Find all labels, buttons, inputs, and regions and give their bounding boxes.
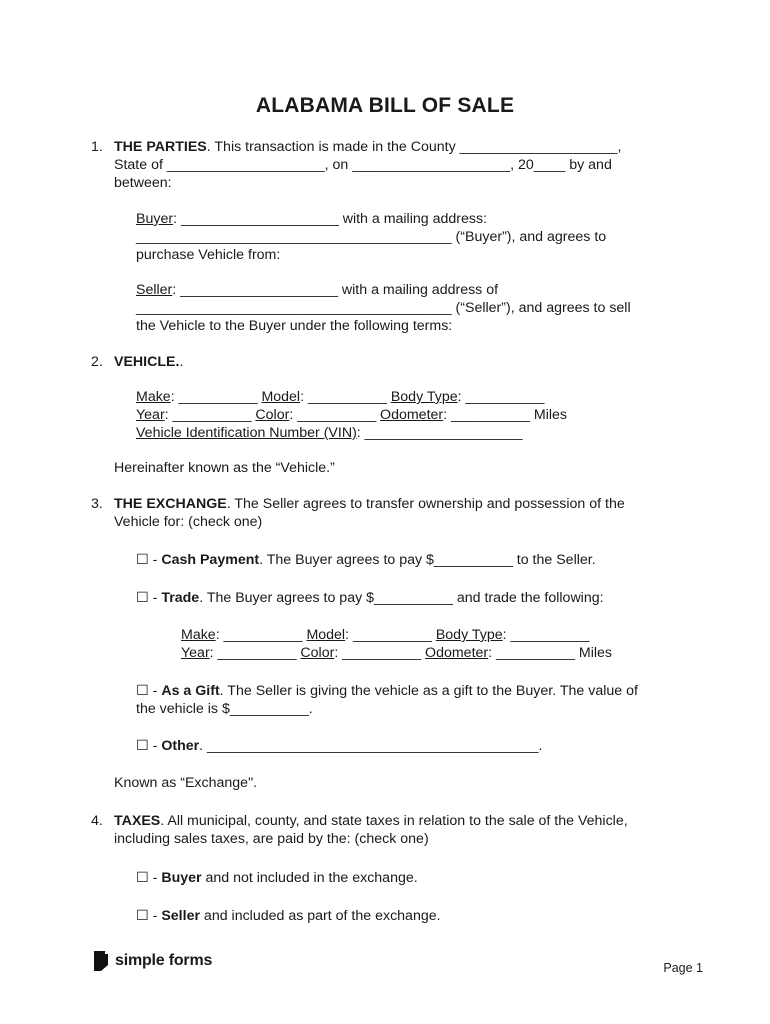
- section-3-line-2: Vehicle for: (check one): [114, 514, 263, 530]
- trade-make-blank: : __________: [215, 627, 307, 643]
- page-number: Page 1: [663, 961, 703, 975]
- seller-line-1: [136, 281, 498, 299]
- tax-buyer-text: and not included in the exchange.: [201, 870, 418, 886]
- vehicle-hereinafter: Hereinafter known as the “Vehicle.”: [114, 460, 335, 476]
- trade-color-blank: : __________: [334, 645, 426, 661]
- section-1-number: 1.: [91, 139, 103, 155]
- section-3-number: 3.: [91, 496, 103, 512]
- trade-vehicle-row-1: [181, 626, 589, 644]
- cash-label: Cash Payment: [161, 552, 260, 568]
- vin-label: Vehicle Identification Number (VIN): [136, 425, 357, 441]
- section-1-line-1: [114, 138, 621, 156]
- tax-seller-text: and included as part of the exchange.: [199, 908, 441, 924]
- body-type-blank: : __________: [457, 389, 545, 405]
- section-2-number: 2.: [91, 354, 103, 370]
- section-4-line-1: [114, 812, 628, 830]
- section-4-number: 4.: [91, 813, 103, 829]
- buyer-line-3: purchase Vehicle from:: [136, 247, 281, 263]
- vehicle-row-3: [136, 424, 523, 442]
- exchange-known-as: Known as “Exchange".: [114, 775, 258, 791]
- section-2-heading: VEHICLE.: [114, 354, 180, 370]
- section-3-line-1: [114, 495, 625, 513]
- section-3-heading: THE EXCHANGE: [114, 496, 227, 512]
- make-label: Make: [136, 389, 171, 405]
- section-4-text-1: . All municipal, county, and state taxes in relation to the sale of the Vehicle,: [160, 813, 628, 829]
- trade-model-blank: : __________: [345, 627, 436, 643]
- cash-payment-option[interactable]: [136, 551, 596, 569]
- trade-text: . The Buyer agrees to pay $__________ and trade the following:: [199, 590, 604, 606]
- trade-make-label: Make: [181, 627, 216, 643]
- other-option[interactable]: [136, 737, 542, 755]
- vehicle-row-2: [136, 406, 567, 424]
- trade-model-label: Model: [306, 627, 346, 643]
- section-3-text-1: . The Seller agrees to transfer ownership and possession of the: [226, 496, 625, 512]
- buyer-label: Buyer: [136, 211, 174, 227]
- section-1-line-3: between:: [114, 175, 172, 191]
- buyer-line-1: [136, 210, 487, 228]
- gift-checkbox[interactable]: ☐ -: [136, 683, 162, 699]
- year-blank: : __________: [164, 407, 256, 423]
- odometer-blank: : __________ Miles: [443, 407, 567, 423]
- section-1-line-2: State of ____________________, on ____________________, 20____ by and: [114, 157, 612, 173]
- seller-line-3: the Vehicle to the Buyer under the following terms:: [136, 318, 453, 334]
- section-2-heading-tail: .: [179, 354, 184, 370]
- year-label: Year: [136, 407, 165, 423]
- trade-vehicle-row-2: [181, 644, 612, 662]
- tax-seller-option[interactable]: [136, 907, 441, 925]
- buyer-line-2: ________________________________________ (“Buyer”), and agrees to: [136, 229, 607, 245]
- trade-odometer-blank: : __________ Miles: [488, 645, 612, 661]
- trade-odometer-label: Odometer: [425, 645, 489, 661]
- gift-option[interactable]: [136, 682, 638, 700]
- other-checkbox[interactable]: ☐ -: [136, 738, 162, 754]
- tax-seller-label: Seller: [161, 908, 200, 924]
- trade-body-type-blank: : __________: [502, 627, 590, 643]
- seller-line-2: ________________________________________ (“Seller”), and agrees to sell: [136, 300, 631, 316]
- trade-body-type-label: Body Type: [435, 627, 503, 643]
- color-blank: : __________: [289, 407, 381, 423]
- color-label: Color: [255, 407, 290, 423]
- trade-checkbox[interactable]: ☐ -: [136, 590, 162, 606]
- trade-option[interactable]: [136, 589, 604, 607]
- trade-color-label: Color: [300, 645, 335, 661]
- trade-year-label: Year: [181, 645, 210, 661]
- other-text: . __________________________________________.: [199, 738, 543, 754]
- section-1-heading: THE PARTIES: [114, 139, 207, 155]
- section-2-heading-line: [114, 353, 183, 371]
- model-label: Model: [261, 389, 301, 405]
- section-1-text-1: . This transaction is made in the County ____________________,: [206, 139, 622, 155]
- vehicle-row-1: [136, 388, 544, 406]
- tax-buyer-label: Buyer: [161, 870, 202, 886]
- tax-buyer-checkbox[interactable]: ☐ -: [136, 870, 162, 886]
- trade-label: Trade: [161, 590, 200, 606]
- gift-label: As a Gift: [161, 683, 220, 699]
- document-logo-icon: [93, 950, 109, 972]
- seller-label: Seller: [136, 282, 173, 298]
- gift-line-2: the vehicle is $__________.: [136, 701, 313, 717]
- seller-name-blank: : ____________________ with a mailing address of: [172, 282, 499, 298]
- other-label: Other: [161, 738, 200, 754]
- model-blank: : __________: [300, 389, 391, 405]
- tax-buyer-option[interactable]: [136, 869, 418, 887]
- odometer-label: Odometer: [380, 407, 444, 423]
- trade-year-blank: : __________: [209, 645, 301, 661]
- brand-name: simple forms: [115, 952, 213, 969]
- tax-seller-checkbox[interactable]: ☐ -: [136, 908, 162, 924]
- make-blank: : __________: [170, 389, 262, 405]
- cash-text: . The Buyer agrees to pay $__________ to the Seller.: [259, 552, 596, 568]
- section-4-heading: TAXES: [114, 813, 161, 829]
- cash-checkbox[interactable]: ☐ -: [136, 552, 162, 568]
- buyer-name-blank: : ____________________ with a mailing address:: [173, 211, 488, 227]
- document-title: ALABAMA BILL OF SALE: [255, 94, 515, 117]
- body-type-label: Body Type: [390, 389, 458, 405]
- gift-text: . The Seller is giving the vehicle as a gift to the Buyer. The value of: [219, 683, 638, 699]
- simple-forms-logo: [93, 950, 212, 972]
- section-4-line-2: including sales taxes, are paid by the: (check one): [114, 831, 429, 847]
- vin-blank: : ____________________: [356, 425, 523, 441]
